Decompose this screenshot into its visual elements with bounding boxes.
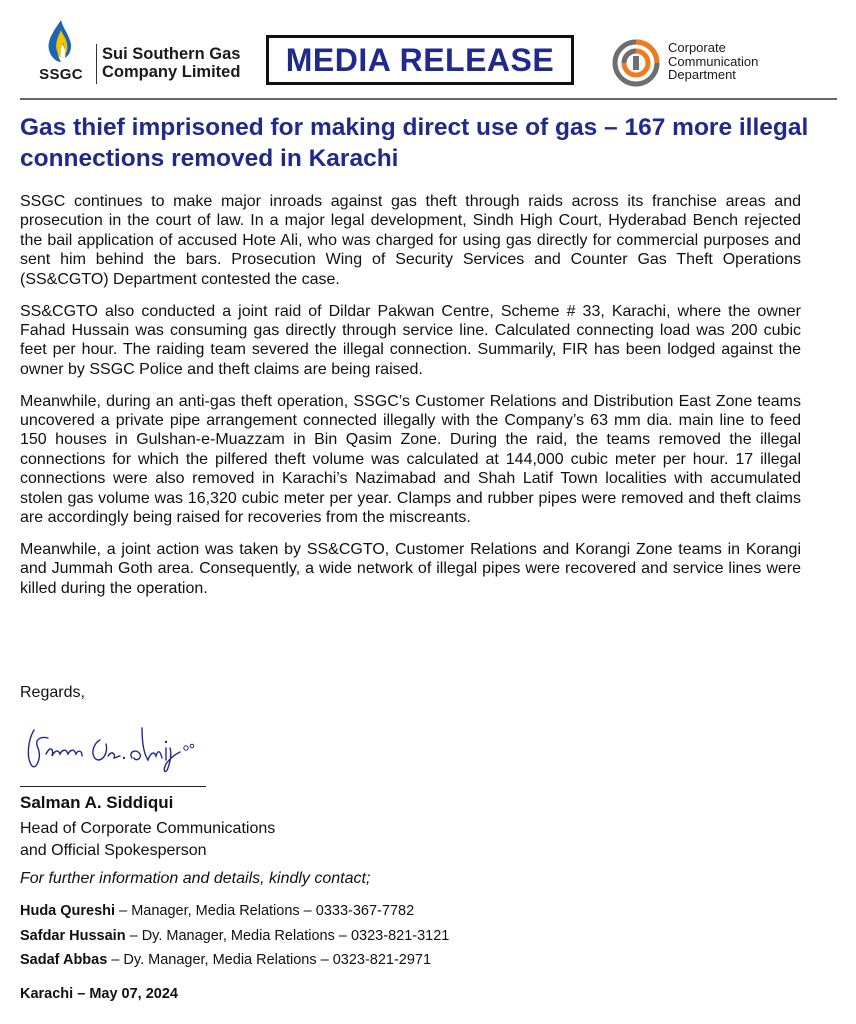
dateline: Karachi – May 07, 2024: [20, 986, 178, 1002]
department-name-line1: Corporate: [668, 40, 726, 55]
contact-name: Safdar Hussain: [20, 928, 126, 944]
handwritten-signature: [20, 718, 220, 778]
department-name: [668, 41, 758, 82]
department-name-line3: Department: [668, 67, 736, 82]
body-paragraph: SSGC continues to make major inroads against gas theft through raids across its franchise areas and prosecution in the court of law. In a major legal development, Sindh High Court, Hyderabad Bench rejected the bail application of accused Hote Ali, who was charged for using gas directly for commercial purposes and sent him behind the bars. Prosecution Wing of Security Services and Counter Gas Theft Operations (SS&CGTO) Department contested the case.: [20, 193, 801, 288]
contact-intro: For further information and details, kindly contact;: [20, 870, 371, 887]
signature-line: [20, 786, 206, 787]
contact-entry: [20, 928, 449, 944]
ccd-logo-icon: [612, 38, 664, 88]
signer-title-line1: Head of Corporate Communications: [20, 820, 276, 837]
contact-details: – Manager, Media Relations – 0333-367-7782: [115, 903, 415, 919]
contact-name: Huda Qureshi: [20, 903, 116, 919]
organization-name-line1: Sui Southern Gas: [102, 45, 241, 63]
letterhead: [0, 0, 856, 100]
organization-name: [102, 45, 240, 81]
media-release-box: [266, 35, 574, 85]
release-body: [20, 192, 801, 611]
organization-name-line2: Company Limited: [102, 63, 241, 81]
contact-entry: [20, 952, 431, 968]
ssgc-abbreviation: SSGC: [39, 66, 83, 83]
contact-details: – Dy. Manager, Media Relations – 0323-821-3121: [125, 928, 450, 944]
department-name-line2: Communication: [668, 53, 759, 69]
contact-details: – Dy. Manager, Media Relations – 0323-821-2971: [107, 952, 432, 968]
signer-name: Salman A. Siddiqui: [20, 793, 174, 812]
contact-name: Sadaf Abbas: [20, 952, 108, 968]
media-release-label: MEDIA RELEASE: [285, 41, 555, 78]
ssgc-logo: [30, 18, 92, 84]
body-paragraph: SS&CGTO also conducted a joint raid of Dildar Pakwan Centre, Scheme # 33, Karachi, where the owner Fahad Hussain was consuming gas directly through service line. Calculated connecting load was 200 cubic feet per hour. The raiding team severed the illegal connection. Summarily, FIR has been lodged against the owner by SSGC Police and theft claims are being raised.: [20, 302, 801, 378]
body-paragraph: Meanwhile, during an anti-gas theft operation, SSGC’s Customer Relations and Distribution East Zone teams uncovered a private pipe arrangement connected illegally with the Company’s 63 mm dia. main line to feed 150 houses in Gulshan-e-Muazzam in Bin Qasim Zone. During the raid, the teams removed the illegal connections for which the pilfered theft volume was calculated at 144,000 cubic meter per hour. 17 illegal connections were also removed in Karachi’s Nazimabad and Shah Latif Town localities with accumulated stolen gas volume was 16,320 cubic meter per year. Clamps and rubber pipes were removed and theft claims are accordingly being raised for recoveries from the miscreants.: [20, 392, 801, 527]
release-title: Gas thief imprisoned for making direct use of gas – 167 more illegal connections removed in Karachi: [20, 114, 809, 172]
gas-flame-icon: [39, 18, 83, 64]
signer-title-line2: and Official Spokesperson: [20, 842, 207, 859]
closing-regards: Regards,: [20, 684, 85, 701]
logo-divider: [96, 44, 97, 84]
contact-entry: [20, 903, 414, 919]
body-paragraph: Meanwhile, a joint action was taken by SS&CGTO, Customer Relations and Korangi Zone teams in Korangi and Jummah Goth area. Consequently, a wide network of illegal pipes were recovered and service lines were killed during the operation.: [20, 541, 801, 597]
header-divider: [20, 98, 837, 100]
